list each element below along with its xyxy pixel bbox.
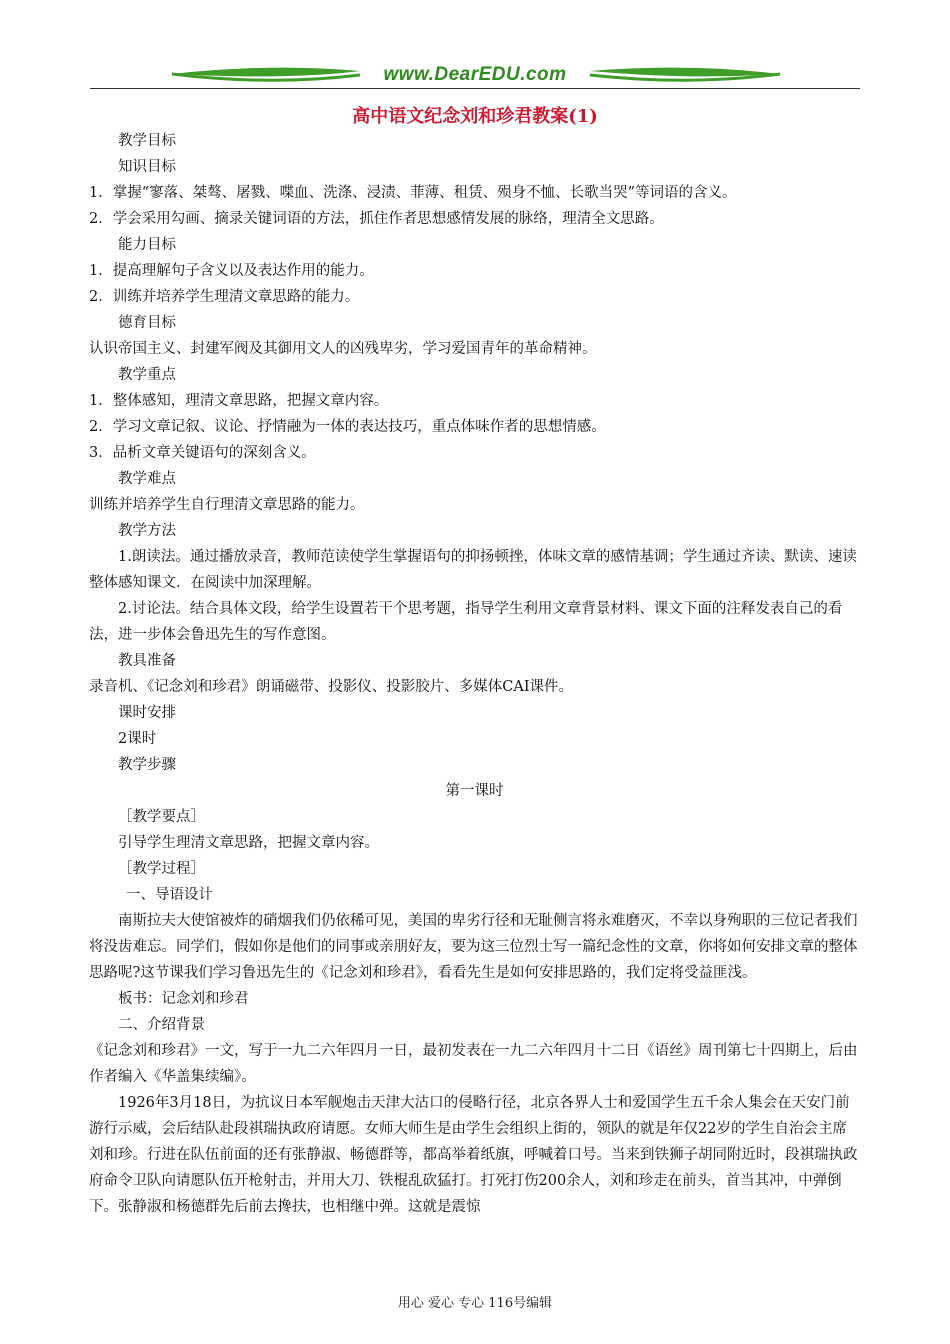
heading-knowledge-goals: 知识目标 (118, 159, 176, 175)
heading-key-points: 教学重点 (118, 367, 176, 383)
heading-methods: 教学方法 (118, 523, 176, 539)
paragraph: 引导学生理清文章思路，把握文章内容。 (118, 835, 379, 851)
heading-materials: 教具准备 (118, 653, 176, 669)
heading-difficulties: 教学难点 (118, 471, 176, 487)
paragraph: 录音机、《记念刘和珍君》朗诵磁带、投影仪、投影胶片、多媒体CAI课件。 (89, 679, 574, 695)
subheading: ［教学要点］ (118, 809, 205, 825)
paragraph: 1.朗读法。通过播放录音，教师范读使学生掌握语句的抑扬顿挫，体味文章的感情基调；学生通过齐读、默读、速读整体感知课文．在阅读中加深理解。 (89, 549, 857, 591)
subheading: ［教学过程］ (118, 861, 205, 877)
paragraph: 1．整体感知，理清文章思路，把握文章内容。 (89, 393, 389, 409)
paragraph: 2课时 (118, 731, 157, 747)
heading-teaching-goals: 教学目标 (118, 133, 176, 149)
site-logo-text: www.DearEDU.com (383, 64, 567, 85)
subheading: 一、导语设计 (126, 887, 213, 903)
paragraph: 1．提高理解句子含义以及表达作用的能力。 (89, 263, 374, 279)
paragraph: 1．掌握“寥落、桀骜、屠戮、喋血、洗涤、浸渍、菲薄、租赁、殒身不恤、长歌当哭”等词语的含义。 (89, 185, 737, 201)
header-rule (90, 88, 860, 89)
paragraph: 2．训练并培养学生理清文章思路的能力。 (89, 289, 360, 305)
paragraph: 《记念刘和珍君》一文，写于一九二六年四月一日，最初发表在一九二六年四月十二日《语丝》周刊第七十四期上，后由作者编入《华盖集续编》。 (89, 1043, 858, 1085)
subheading: 二、介绍背景 (118, 1017, 205, 1033)
heading-schedule: 课时安排 (118, 705, 176, 721)
paragraph: 南斯拉夫大使馆被炸的硝烟我们仍依稀可见，美国的卑劣行径和无耻侧言将永难磨灭，不幸以身殉职的三位记者我们将没齿难忘。同学们，假如你是他们的同事或亲朋好友，要为这三位烈士写一篇纪念性的文章，你将如何安排文章的整体思路呢?这节课我们学习鲁迅先生的《记念刘和珍君》，看看先生是如何安排思路的，我们定将受益匪浅。 (89, 913, 858, 981)
heading-ability-goals: 能力目标 (118, 237, 176, 253)
paragraph: 2．学习文章记叙、议论、抒情融为一体的表达技巧，重点体味作者的思想情感。 (89, 419, 606, 435)
document-body (89, 128, 860, 1220)
heading-moral-goals: 德育目标 (118, 315, 176, 331)
paragraph: 2.讨论法。结合具体文段，给学生设置若干个思考题，指导学生利用文章背景材料、课文下面的注释发表自己的看法，进一步体会鲁迅先生的写作意图。 (89, 601, 843, 643)
paragraph: 训练并培养学生自行理清文章思路的能力。 (89, 497, 365, 513)
heading-steps: 教学步骤 (118, 757, 176, 773)
section-heading-first-lesson: 第一课时 (445, 783, 504, 799)
paragraph: 1926年3月18日，为抗议日本军舰炮击天津大沽口的侵略行径，北京各界人士和爱国学生五千余人集会在天安门前游行示威，会后结队赴段祺瑞执政府请愿。女师大师生是由学生会组织上街的，领队的就是年仅22岁的学生自治会主席刘和珍。行进在队伍前面的还有张静淑、畅德群等，都高举着纸旗，呼喊着口号。当来到铁狮子胡同附近时，段祺瑞执政府命令卫队向请愿队伍开枪射击，并用大刀、铁棍乱砍猛打。打死打伤200余人，刘和珍走在前头，首当其冲，中弹倒下。张静淑和杨德群先后前去搀扶，也相继中弹。这就是震惊 (89, 1095, 858, 1215)
paragraph: 2．学会采用勾画、摘录关键词语的方法，抓住作者思想感情发展的脉络，理清全文思路。 (89, 211, 664, 227)
paragraph: 认识帝国主义、封建军阀及其御用文人的凶残卑劣，学习爱国青年的革命精神。 (89, 341, 597, 357)
paragraph: 3．品析文章关键语句的深刻含义。 (89, 445, 316, 461)
page-footer: 用心 爱心 专心 116号编辑 (397, 1296, 553, 1311)
document-title: 高中语文纪念刘和珍君教案(1) (352, 106, 598, 127)
paragraph: 板书：记念刘和珍君 (118, 991, 249, 1007)
